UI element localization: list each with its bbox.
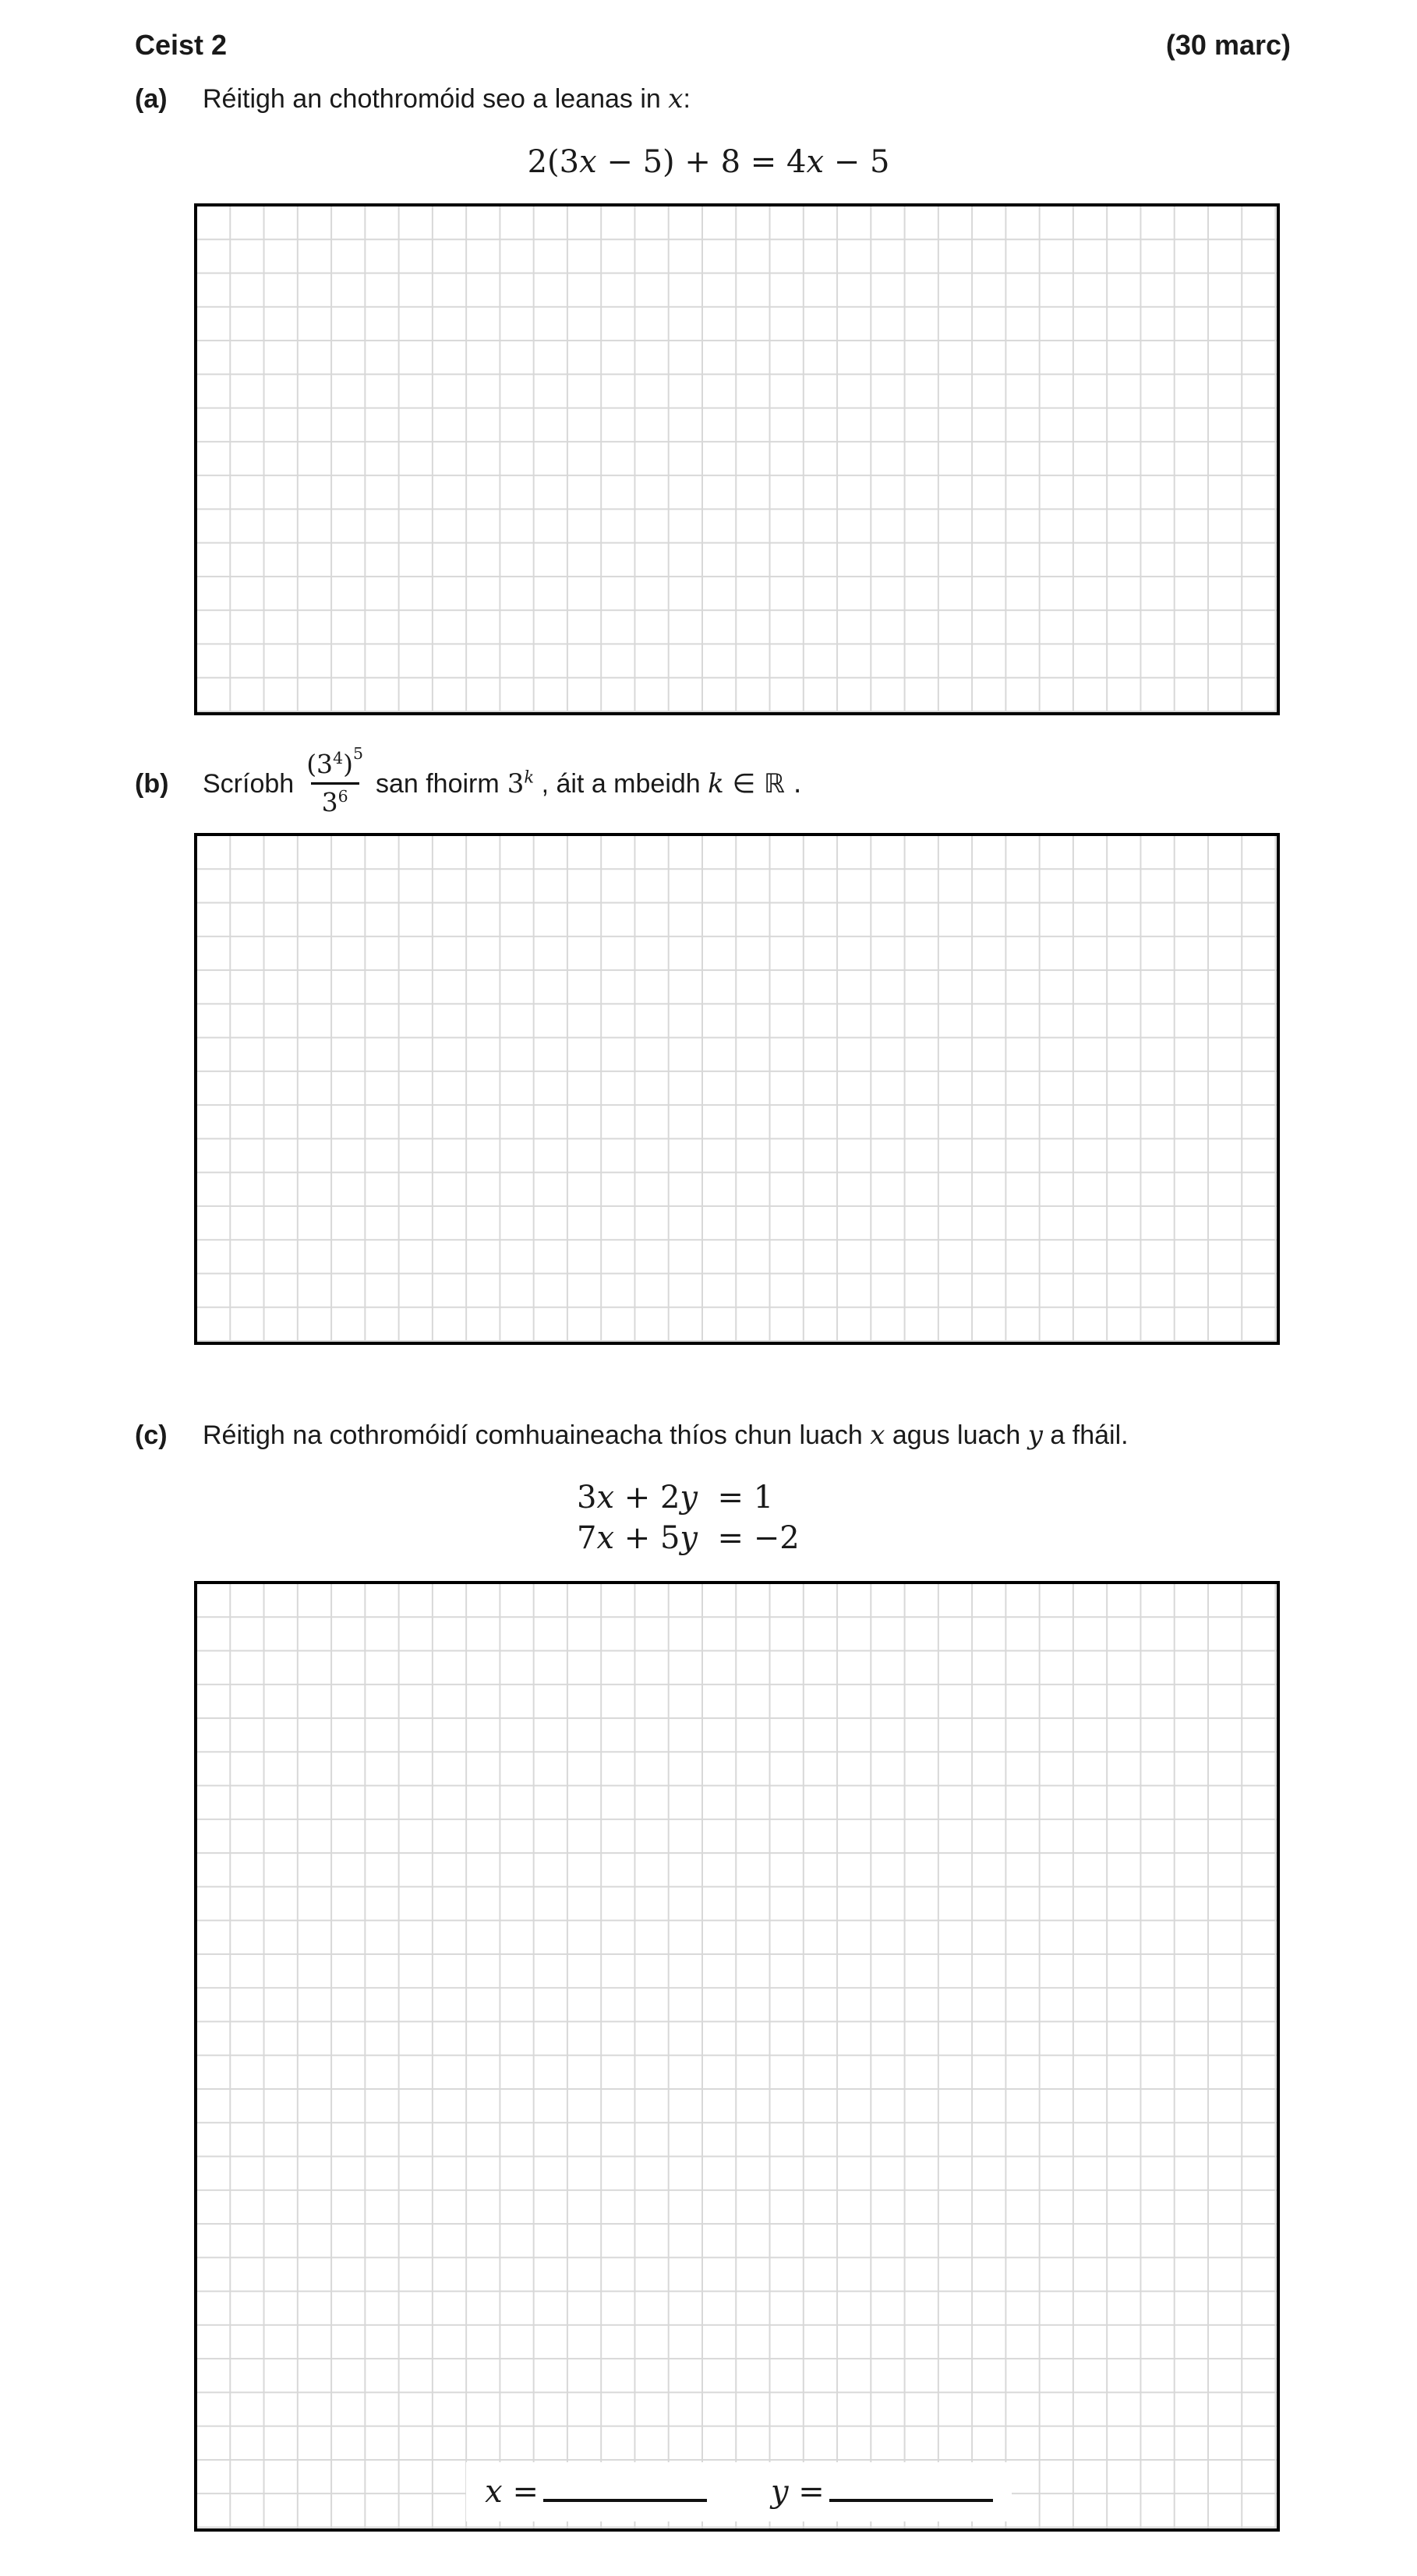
part-c-label: (c): [135, 1420, 168, 1450]
equation-a: 2(3x − 5) + 8 = 4x − 5: [527, 144, 890, 180]
answer-y-blank[interactable]: [829, 2499, 993, 2502]
part-b-prompt-post1: , áit a mbeidh: [534, 768, 708, 799]
fraction: [302, 744, 368, 817]
part-b-row: [135, 736, 802, 832]
answer-y-equals: =: [788, 2474, 825, 2510]
part-c-row: [135, 1417, 1129, 1453]
part-a-prompt: Réitigh an chothromóid seo a leanas in x:: [203, 83, 691, 115]
part-b-prompt-mid: san fhoirm: [375, 768, 500, 799]
power-3k: 3$^k$: [507, 767, 535, 799]
fraction-numerator: $(3^4)^5$: [306, 744, 363, 780]
answer-x-label: x: [485, 2474, 503, 2510]
header-row: [135, 28, 1291, 62]
equation-c1: 3x + 2y = 1: [577, 1480, 774, 1516]
part-a-row: [135, 81, 691, 117]
variable-y: y: [1027, 1420, 1043, 1451]
answer-x-equals: =: [502, 2474, 539, 2510]
variable-x: x: [668, 83, 684, 115]
equations-c: [577, 1477, 800, 1558]
part-c-prompt: Réitigh na cothromóidí comhuaineacha thíos chun luach x agus luach y a fháil.: [203, 1420, 1129, 1451]
question-title: Ceist 2: [135, 29, 228, 61]
part-a-label: (a): [135, 84, 168, 114]
part-b-label: (b): [135, 768, 169, 799]
equation-c2: 7x + 5y = −2: [577, 1520, 800, 1556]
answer-grid-b[interactable]: [194, 833, 1280, 1345]
answer-grid-a[interactable]: [194, 203, 1280, 715]
fraction-denominator: $3^6$: [311, 782, 359, 817]
answer-grid-c[interactable]: [194, 1581, 1280, 2532]
variable-x: x: [870, 1420, 885, 1451]
variable-k: k: [708, 768, 724, 799]
answer-x-blank[interactable]: [543, 2499, 707, 2502]
answer-band: [466, 2462, 1012, 2521]
marks-label: (30 marc): [1165, 29, 1291, 61]
answer-y-label: y: [770, 2474, 789, 2510]
part-b-prompt-pre: Scríobh: [203, 768, 295, 799]
part-b-prompt-post2: ∈ ℝ .: [723, 768, 802, 799]
